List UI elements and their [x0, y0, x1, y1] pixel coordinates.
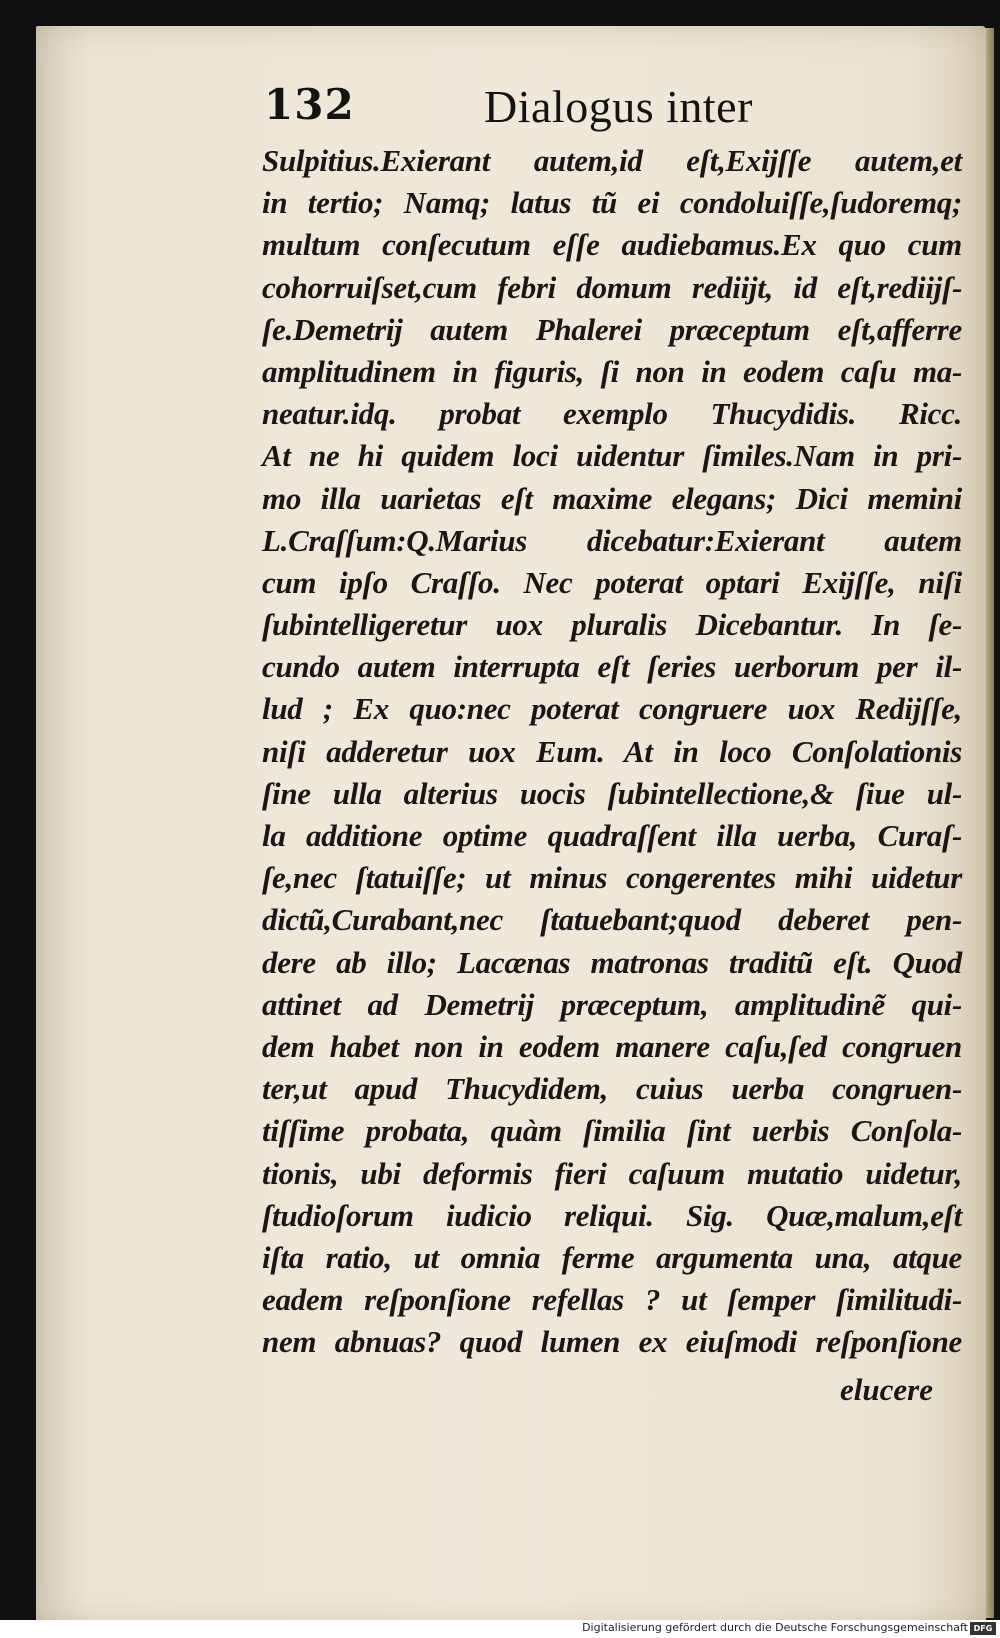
text-line: neatur.idq. probat exemplo Thucydidis. Ricc. — [262, 396, 962, 432]
text-line: ſe.Demetrij autem Phalerei præceptum eſt,afferre — [262, 311, 962, 347]
text-line: multum conſecutum eſſe audiebamus.Ex quo cum — [262, 227, 962, 263]
text-line: dictũ,Curabant,nec ſtatuebant;quod deberet pen- — [262, 902, 962, 938]
text-line: tiſſime probata, quàm ſimilia ſint uerbis Conſola- — [262, 1113, 962, 1149]
digitization-footer — [0, 1620, 1000, 1638]
text-line: lud ; Ex quo:nec poterat congruere uox Redijſſe, — [262, 691, 962, 727]
page-header — [264, 80, 964, 140]
text-line: ſine ulla alterius uocis ſubintellectione,& ſiue ul- — [262, 775, 962, 811]
text-line: amplitudinem in figuris, ſi non in eodem caſu ma- — [262, 353, 962, 389]
text-line: At ne hi quidem loci uidentur ſimiles.Nam in pri- — [262, 438, 962, 474]
text-line: nem abnuas? quod lumen ex eiuſmodi reſponſione — [262, 1324, 962, 1360]
text-line: la additione optime quadraſſent illa uerba, Curaſ- — [262, 818, 962, 853]
text-line: in tertio; Namq; latus tũ ei condoluiſſe,ſudoremq; — [262, 185, 962, 221]
text-line: niſi adderetur uox Eum. At in loco Conſolationis — [262, 733, 962, 769]
text-line: ter,ut apud Thucydidem, cuius uerba congruen- — [262, 1071, 962, 1107]
running-head: Dialogus inter — [484, 81, 753, 132]
text-line: cohorruiſset,cum febri domum rediijt, id eſt,rediijſ- — [262, 269, 962, 305]
text-line: iſta ratio, ut omnia ferme argumenta una, atque — [262, 1239, 962, 1275]
text-line: dere ab illo; Lacænas matronas traditũ eſt. Quod — [262, 944, 962, 980]
text-line: eadem reſponſione refellas ? ut ſemper ſimilitudi- — [262, 1282, 962, 1318]
page-number: 132 — [264, 80, 355, 129]
text-line: cum ipſo Craſſo. Nec poterat optari Exijſſe, niſi — [262, 564, 962, 600]
text-line: ſubintelligeretur uox pluralis Dicebantur. In ſe- — [262, 607, 962, 643]
dfg-logo-icon: DFG — [970, 1622, 996, 1635]
text-line: dem habet non in eodem manere caſu,ſed congruen — [262, 1028, 962, 1064]
text-line: ſe,nec ſtatuiſſe; ut minus congerentes mihi uidetur — [262, 860, 962, 896]
text-line: mo illa uarietas eſt maxime elegans; Dici memini — [262, 480, 962, 516]
text-line: tionis, ubi deformis fieri caſuum mutatio uidetur, — [262, 1155, 962, 1191]
text-line: ſtudioſorum iudicio reliqui. Sig. Quæ,malum,eſt — [262, 1197, 962, 1233]
footer-credit-text: Digitalisierung gefördert durch die Deutsche Forschungsgemeinschaft — [582, 1621, 968, 1634]
text-line: Sulpitius.Exierant autem,id eſt,Exijſſe autem,et — [262, 143, 962, 178]
catchword: elucere — [840, 1372, 933, 1407]
text-line: L.Craſſum:Q.Marius dicebatur:Exierant autem — [262, 522, 962, 558]
text-line: cundo autem interrupta eſt ſeries uerborum per il- — [262, 649, 962, 685]
body-text — [262, 140, 962, 1363]
text-line: attinet ad Demetrij præceptum, amplitudinẽ qui- — [262, 986, 962, 1022]
